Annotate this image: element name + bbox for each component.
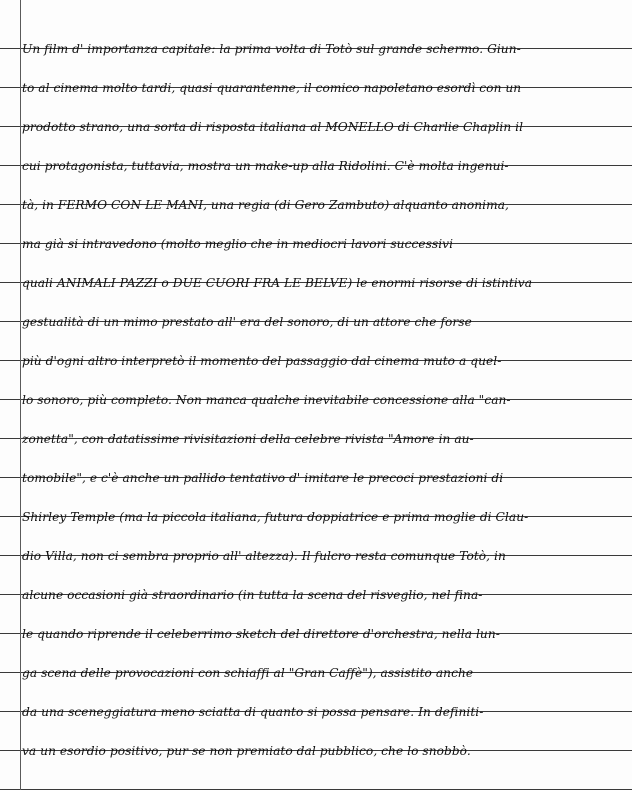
text-line: quali ANIMALI PAZZI o DUE CUORI FRA LE BELVE) le enormi risorse di istintiva	[22, 276, 533, 290]
text-line: tà, in FERMO CON LE MANI, una regia (di Gero Zambuto) alquanto anonima,	[22, 198, 509, 212]
margin-line	[20, 0, 21, 790]
text-line: più d'ogni altro interpretò il momento del passaggio dal cinema muto a quel-	[22, 354, 502, 368]
text-line: va un esordio positivo, pur se non premiato dal pubblico, che lo snobbò.	[22, 744, 471, 758]
text-line: da una sceneggiatura meno sciatta di quanto si possa pensare. In definiti-	[22, 705, 484, 719]
text-line: zonetta", con datatissime rivisitazioni della celebre rivista "Amore in au-	[22, 432, 474, 446]
text-line: Shirley Temple (ma la piccola italiana, futura doppiatrice e prima moglie di Clau-	[22, 510, 529, 524]
text-line: to al cinema molto tardi, quasi quarantenne, il comico napoletano esordì con un	[22, 81, 522, 95]
text-line: lo sonoro, più completo. Non manca qualche inevitabile concessione alla "can-	[22, 393, 511, 407]
text-line: dio Villa, non ci sembra proprio all' altezza). Il fulcro resta comunque Totò, in	[22, 549, 506, 563]
text-line: alcune occasioni già straordinario (in tutta la scena del risveglio, nel fina-	[22, 588, 483, 602]
text-line: tomobile", e c'è anche un pallido tentativo d' imitare le precoci prestazioni di	[22, 471, 504, 485]
handwritten-text	[22, 30, 626, 771]
text-line: prodotto strano, una sorta di risposta italiana al MONELLO di Charlie Chaplin il	[22, 120, 524, 134]
text-line: ma già si intravedono (molto meglio che in mediocri lavori successivi	[22, 237, 454, 251]
text-line: ga scena delle provocazioni con schiaffi al "Gran Caffè"), assistito anche	[22, 666, 474, 680]
text-line: Un film d' importanza capitale: la prima volta di Totò sul grande schermo. Giun-	[22, 42, 521, 56]
text-line: gestualità di un mimo prestato all' era del sonoro, di un attore che forse	[22, 315, 472, 329]
text-line: cui protagonista, tuttavia, mostra un make-up alla Ridolini. C'è molta ingenui-	[22, 159, 509, 173]
text-line: le quando riprende il celeberrimo sketch del direttore d'orchestra, nella lun-	[22, 627, 500, 641]
